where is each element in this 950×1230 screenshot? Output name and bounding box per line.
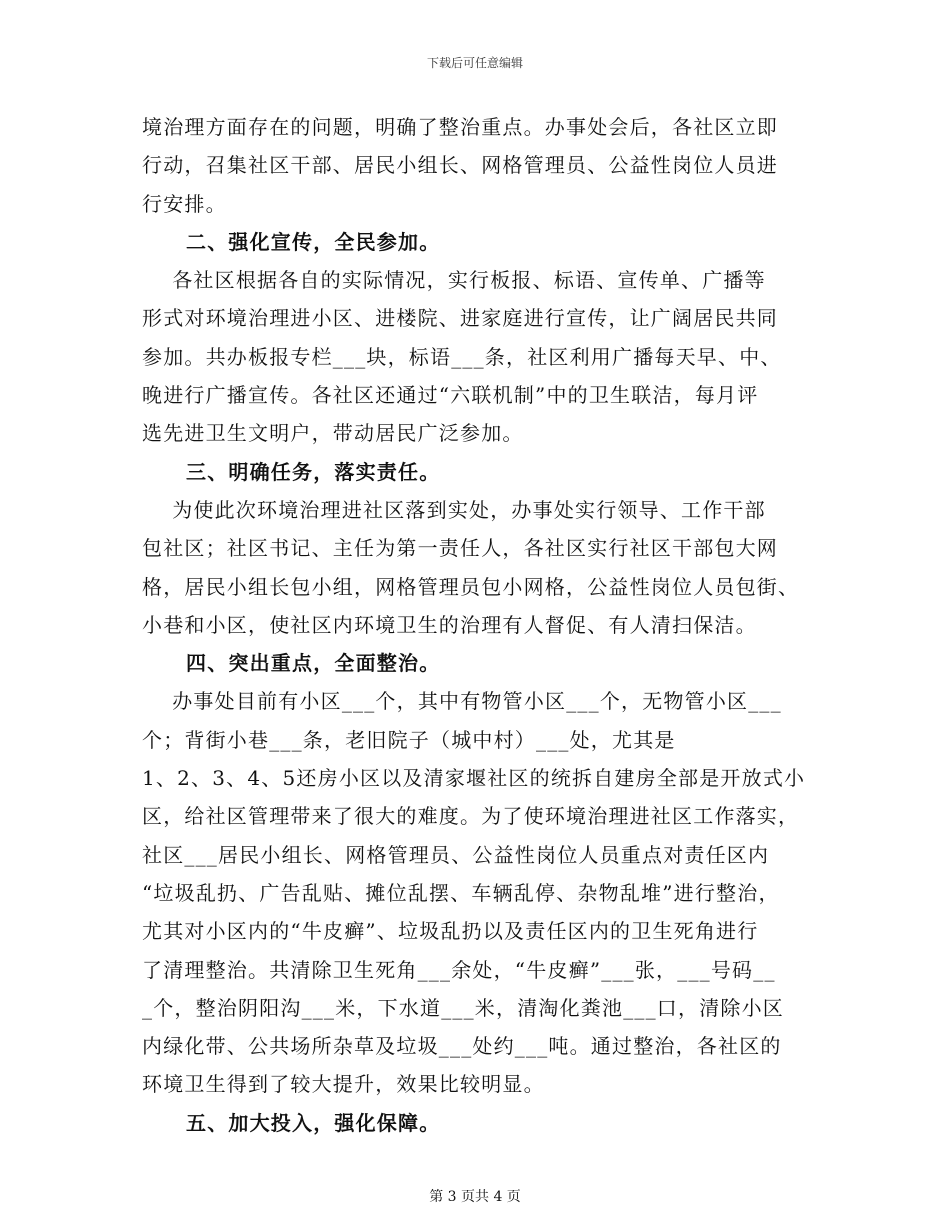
body-line: _个，整治阴阳沟___米，下水道___米，清淘化粪池___口，清除小区 bbox=[142, 995, 784, 1020]
body-line: 选先进卫生文明户，带动居民广泛参加。 bbox=[142, 421, 524, 446]
body-line: 1、2、3、4、5还房小区以及清家堰社区的统拆自建房全部是开放式小 bbox=[142, 766, 806, 791]
page-header: 下载后可任意编辑 bbox=[426, 56, 523, 70]
body-line: 尤其对小区内的“牛皮癣”、垃圾乱扔以及责任区内的卫生死角进行 bbox=[142, 919, 759, 944]
body-line: 办事处目前有小区___个，其中有物管小区___个，无物管小区___ bbox=[142, 689, 782, 714]
body-line: 个；背街小巷___条，老旧院子（城中村）___处，尤其是 bbox=[142, 727, 676, 752]
body-line: 各社区根据各自的实际情况，实行板报、标语、宣传单、广播等 bbox=[142, 268, 766, 293]
section-heading: 二、强化宣传，全民参加。 bbox=[186, 229, 441, 254]
body-line: 行动，召集社区干部、居民小组长、网格管理员、公益性岗位人员进 bbox=[142, 153, 778, 178]
page-footer: 第 3 页共 4 页 bbox=[429, 1189, 521, 1205]
section-heading: 四、突出重点，全面整治。 bbox=[186, 651, 441, 676]
body-line: “垃圾乱扔、广告乱贴、摊位乱摆、车辆乱停、杂物乱堆”进行整治， bbox=[142, 880, 780, 905]
section-heading: 三、明确任务，落实责任。 bbox=[186, 459, 441, 484]
body-line: 小巷和小区，使社区内环境卫生的治理有人督促、有人清扫保洁。 bbox=[142, 612, 757, 637]
section-heading: 五、加大投入，强化保障。 bbox=[186, 1110, 441, 1135]
body-line: 了清理整治。共清除卫生死角___余处，“牛皮癣”___张，___号码__ bbox=[142, 957, 776, 982]
body-line: 境治理方面存在的问题，明确了整治重点。办事处会后，各社区立即 bbox=[142, 115, 778, 139]
body-line: 参加。共办板报专栏___块，标语___条，社区利用广播每天早、中、 bbox=[142, 344, 782, 369]
body-line: 晚进行广播宣传。各社区还通过“六联机制”中的卫生联洁，每月评 bbox=[142, 383, 759, 408]
body-line: 区，给社区管理带来了很大的难度。为了使环境治理进社区工作落实， bbox=[142, 804, 800, 829]
body-line: 形式对环境治理进小区、进楼院、进家庭进行宣传，让广阔居民共同 bbox=[142, 306, 778, 331]
body-line: 环境卫生得到了较大提升，效果比较明显。 bbox=[142, 1072, 545, 1097]
body-line: 包社区；社区书记、主任为第一责任人，各社区实行社区干部包大网 bbox=[142, 536, 778, 561]
body-line: 为使此次环境治理进社区落到实处，办事处实行领导、工作干部 bbox=[142, 497, 766, 522]
body-line: 格，居民小组长包小组，网格管理员包小网格，公益性岗位人员包街、 bbox=[142, 574, 800, 599]
body-line: 行安排。 bbox=[142, 191, 227, 216]
document-body bbox=[142, 108, 812, 1142]
body-line: 内绿化带、公共场所杂草及垃圾___处约___吨。通过整治，各社区的 bbox=[142, 1034, 782, 1059]
body-line: 社区___居民小组长、网格管理员、公益性岗位人员重点对责任区内 bbox=[142, 842, 770, 867]
